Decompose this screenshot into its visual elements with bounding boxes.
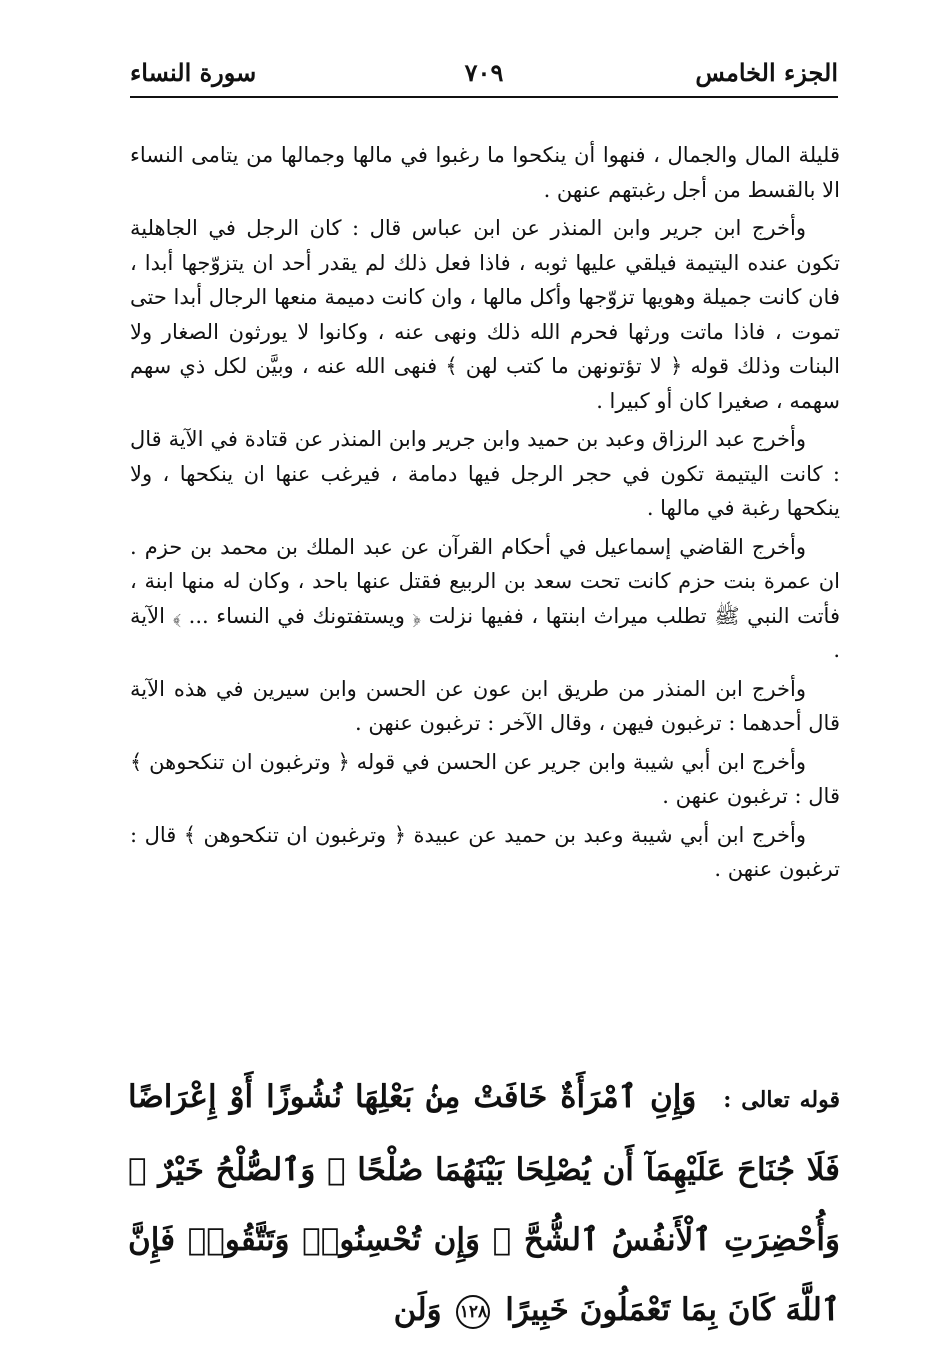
verse-text: وَإِنِ ٱمْرَأَةٌ خَافَتْ مِنۢ بَعْلِهَا نُشُوزًا أَوْ إِعْرَاضًا فَلَا جُنَاحَ عَلَيْهِمَآ أَن يُصْلِحَا بَيْنَهُمَا صُلْحًا ۚ وَٱلصُّلْحُ خَيْرٌ ۗ وَأُحْضِرَتِ ٱلْأَنفُسُ ٱلشُّحَّ ۚ وَإِن تُحْسِنُوا۟ وَتَتَّقُوا۟ فَإِنَّ ٱللَّهَ كَانَ بِمَا تَعْمَلُونَ خَبِيرًا — [128, 1079, 840, 1328]
verse-intro: قوله تعالى : — [723, 1087, 840, 1113]
paragraph: وأخرج ابن أبي شيبة وابن جرير عن الحسن في قوله ﴿ وترغبون ان تنكحوهن ﴾ قال : ترغبون عنهن . — [130, 749, 840, 808]
commentary-text — [130, 138, 840, 891]
page-header — [130, 52, 838, 98]
paragraph: وأخرج ابن أبي شيبة وعبد بن حميد عن عبيدة ﴿ وترغبون ان تنكحوهن ﴾ قال : ترغبون عنهن . — [130, 822, 840, 881]
paragraph: وأخرج عبد الرزاق وعبد بن حميد وابن جرير وابن المنذر عن قتادة في الآية قال : كانت اليتيمة تكون في حجر الرجل فيها دمامة ، فيرغب عنها ان ينكحها ، ولا ينكحها رغبة في مالها . — [130, 427, 840, 520]
verse-continuation: وَلَن — [393, 1292, 442, 1328]
quran-verse — [128, 1062, 840, 1345]
paragraph: وأخرج ابن جرير وابن المنذر عن ابن عباس قال : كان الرجل في الجاهلية تكون عنده اليتيمة فيلقي عليها ثوبه ، فاذا فعل ذلك لم يقدر أحد ان يتزوّجها أبدا ، فان كانت جميلة وهويها تزوّجها وأكل مالها ، وان كانت دميمة منعها الرجال أبدا حتى تموت ، فاذا ماتت ورثها فحرم الله ذلك ونهى عنه ، وكانوا لا يورثون الصغار ولا البنات وذلك قوله ﴿ لا تؤتونهن ما كتب لهن ﴾ فنهى الله عنه ، وبيَّن لكل ذي سهم سهمه ، صغيرا كان أو كبيرا . — [130, 216, 840, 413]
paragraph: وأخرج ابن المنذر من طريق ابن عون عن الحسن وابن سيرين في هذه الآية قال أحدهما : ترغبون فيهن ، وقال الآخر : ترغبون عنهن . — [130, 676, 840, 735]
ayah-number-marker: ١٢٨ — [456, 1295, 490, 1329]
juz-title: الجزء الخامس — [695, 58, 838, 87]
paragraph: وأخرج القاضي إسماعيل في أحكام القرآن عن عبد الملك بن محمد بن حزم . ان عمرة بنت حزم كانت تحت سعد بن الربيع فقتل عنها باحد ، وكان له منها ابنة ، فأتت النبي ﷺ تطلب ميراث ابنتها ، ففيها نزلت ﴿ ويستفتونك في النساء ... ﴾ الآية . — [130, 534, 840, 662]
page-number: ٧٠٩ — [464, 58, 504, 87]
paragraph: قليلة المال والجمال ، فنهوا أن ينكحوا ما رغبوا في مالها وجمالها من يتامى النساء الا بالقسط من أجل رغبتهم عنهن . — [130, 143, 840, 202]
surah-title: سورة النساء — [130, 58, 257, 87]
header-divider — [130, 96, 838, 98]
